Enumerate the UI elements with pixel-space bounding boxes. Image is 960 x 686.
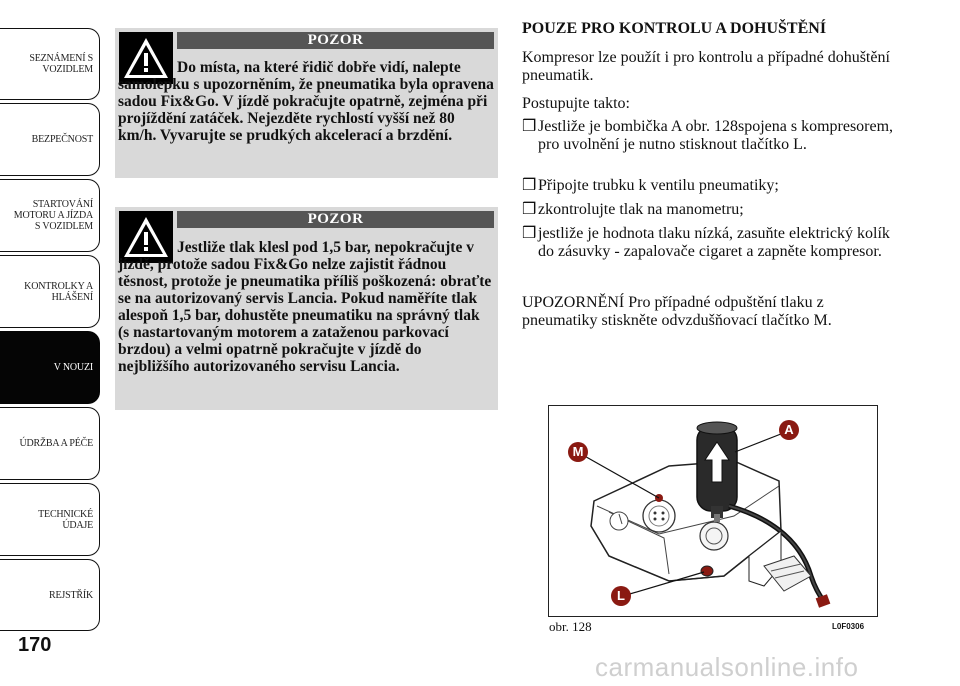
tab-label: TECHNICKÉ ÚDAJE [38,508,93,531]
step-item [522,201,902,219]
sidebar-tab-rejstrik[interactable] [0,559,100,631]
checkbox-bullet-icon: ❒ [522,118,537,135]
tab-label: KONTROLKY A HLÁŠENÍ [24,280,93,303]
sidebar-tab-startovani[interactable] [0,179,100,252]
warning-text: Do místa, na které řidič dobře vidí, nalepte samolepku s upozorněním, že pneumatika byla opravena sadou Fix&Go. V jízdě pokračujte opatrně, zejména při projíždění zatáček. Nejezděte rychlostí vyšší než 80 km/h. Vyvarujte se prudkých akcelerací a brzdění. [118,59,494,144]
tab-label: ÚDRŽBA A PÉČE [19,438,93,449]
step-item [522,118,902,154]
figure-code: L0F0306 [832,622,865,631]
section-heading: POUZE PRO KONTROLU A DOHUŠTĚNÍ [522,20,827,37]
label-a-marker: A [779,420,799,440]
checkbox-bullet-icon: ❒ [522,201,537,218]
intro-paragraph: Kompresor lze použít i pro kontrolu a případné dohuštění pneumatik. [522,49,890,84]
step-text: Jestliže je bombička A obr. 128spojena s kompresorem, pro uvolnění je nutno stisknout tlačítko L. [538,118,894,153]
sidebar-tab-v-nouzi[interactable] [0,331,100,404]
warning-box-1 [115,28,498,178]
label-l-marker: L [611,586,631,606]
step-text: zkontrolujte tlak na manometru; [538,201,744,218]
sidebar-tab-technicke[interactable] [0,483,100,556]
steps-intro: Postupujte takto: [522,95,630,112]
label-m-marker: M [568,442,588,462]
tab-label: V NOUZI [53,362,93,373]
checkbox-bullet-icon: ❒ [522,225,537,242]
warning-box-2 [115,207,498,410]
tab-label: REJSTŘÍK [49,589,93,601]
tab-label: SEZNÁMENÍ S VOZIDLEM [29,53,93,75]
step-text: Připojte trubku k ventilu pneumatiky; [538,177,779,194]
step-item [522,177,902,195]
note-paragraph: UPOZORNĚNÍ Pro případné odpuštění tlaku z pneumatiky stiskněte odvzdušňovací tlačítko M. [522,294,832,329]
figure-128 [548,405,878,617]
page-number: 170 [18,634,52,656]
sidebar-tab-udrzba[interactable] [0,407,100,480]
tab-label: BEZPEČNOST [31,134,93,145]
sidebar-tab-bezpecnost[interactable] [0,103,100,176]
step-text: jestliže je hodnota tlaku nízká, zasuňte elektrický kolík do zásuvky - zapalovače cigaret a zapněte kompresor. [538,225,890,260]
sidebar-tab-kontrolky[interactable] [0,255,100,328]
compressor-illustration [549,406,877,616]
tab-label: STARTOVÁNÍ MOTORU A JÍZDA S VOZIDLEM [13,199,93,232]
warning-title: POZOR [177,211,494,228]
warning-title: POZOR [177,32,494,49]
watermark: carmanualsonline.info [595,652,859,682]
checkbox-bullet-icon: ❒ [522,177,537,194]
sidebar-tab-seznameni[interactable] [0,28,100,100]
step-item [522,225,902,261]
figure-caption: obr. 128 [549,619,592,634]
warning-text: Jestliže tlak klesl pod 1,5 bar, nepokračujte v jízdě, protože sadou Fix&Go nelze zajistit řádnou těsnost, protože je pneumatika příliš poškozená: obraťte se na autorizovaný servis Lancia. Pokud naměříte tlak alespoň 1,5 bar, dohustěte pneumatiku na správný tlak (s nastartovaným motorem a zataženou parkovací brzdou) a velmi opatrně pokračujte v jízdě do nejbližšího autorizovaného servisu Lancia. [118,239,492,375]
